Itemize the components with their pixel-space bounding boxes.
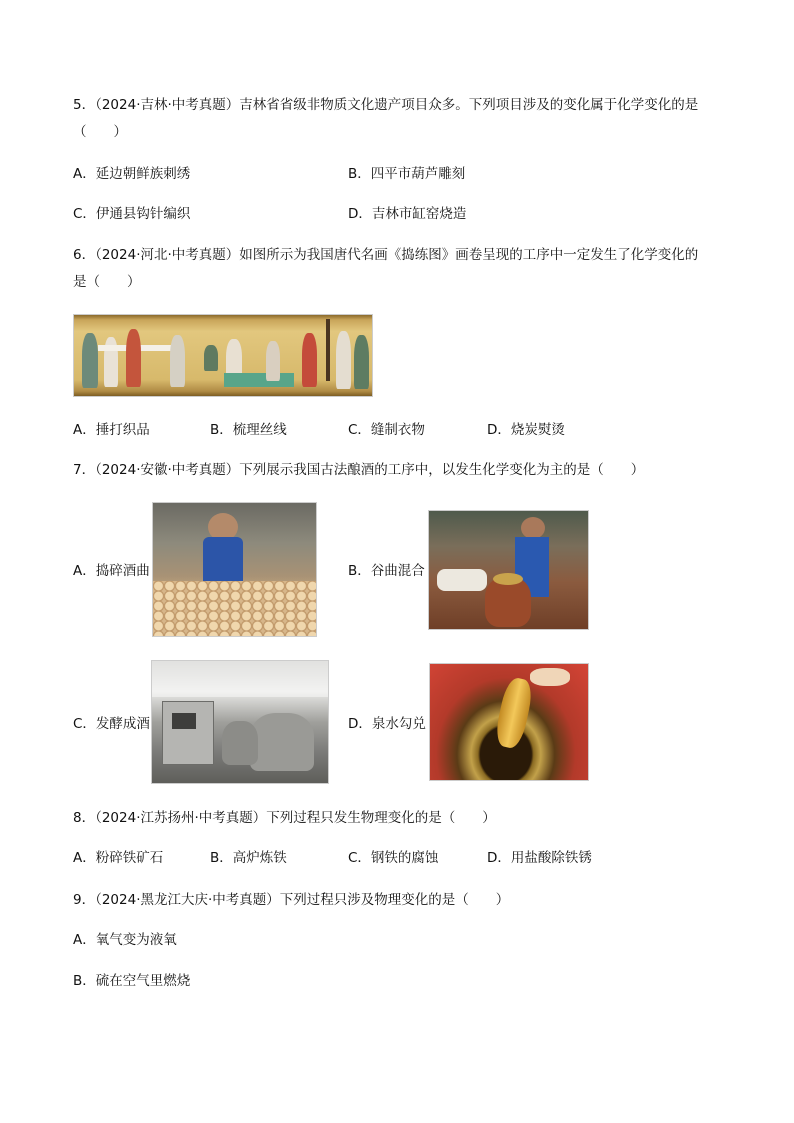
q8-option-b: B．高炉炼铁 — [210, 850, 287, 866]
crushing-qu-photo — [152, 502, 317, 637]
q5-stem-line1: 5．（2024·吉林·中考真题）吉林省省级非物质文化遗产项目众多。下列项目涉及的变化属于化学变化的是 — [73, 97, 699, 113]
mixing-grain-photo — [428, 510, 589, 630]
q6-stem-line1: 6．（2024·河北·中考真题）如图所示为我国唐代名画《捣练图》画卷呈现的工序中一定发生了化学变化的 — [73, 247, 699, 263]
q5-option-c: C．伊通县钩针编织 — [73, 206, 191, 222]
q5-option-d: D．吉林市缸窑烧造 — [348, 206, 467, 222]
q6-stem-line2: 是（ ） — [73, 274, 141, 290]
q7-stem: 7．（2024·安徽·中考真题）下列展示我国古法酿酒的工序中，以发生化学变化为主的是（ ） — [73, 462, 645, 478]
q8-option-c: C．钢铁的腐蚀 — [348, 850, 439, 866]
q5-stem-line2: （ ） — [73, 124, 127, 140]
daolian-painting-image — [73, 314, 373, 397]
q5-option-a: A．延边朝鲜族刺绣 — [73, 166, 191, 182]
q6-option-b: B．梳理丝线 — [210, 422, 287, 438]
q9-stem: 9．（2024·黑龙江大庆·中考真题）下列过程只涉及物理变化的是（ ） — [73, 892, 510, 908]
q7-option-b: B．谷曲混合 — [348, 563, 425, 579]
q9-option-a: A．氧气变为液氧 — [73, 932, 177, 948]
fermentation-still-photo — [151, 660, 329, 784]
q8-option-d: D．用盐酸除铁锈 — [487, 850, 592, 866]
q5-option-b: B．四平市葫芦雕刻 — [348, 166, 466, 182]
q7-option-a: A．捣碎酒曲 — [73, 563, 150, 579]
q6-option-a: A．捶打织品 — [73, 422, 150, 438]
q6-option-d: D．烧炭熨烫 — [487, 422, 565, 438]
q9-option-b: B．硫在空气里燃烧 — [73, 973, 191, 989]
q7-option-c: C．发酵成酒 — [73, 716, 150, 732]
q7-option-d: D．泉水勾兑 — [348, 716, 426, 732]
spring-water-blending-photo — [429, 663, 589, 781]
q8-option-a: A．粉碎铁矿石 — [73, 850, 164, 866]
q6-option-c: C．缝制衣物 — [348, 422, 425, 438]
q8-stem: 8．（2024·江苏扬州·中考真题）下列过程只发生物理变化的是（ ） — [73, 810, 496, 826]
